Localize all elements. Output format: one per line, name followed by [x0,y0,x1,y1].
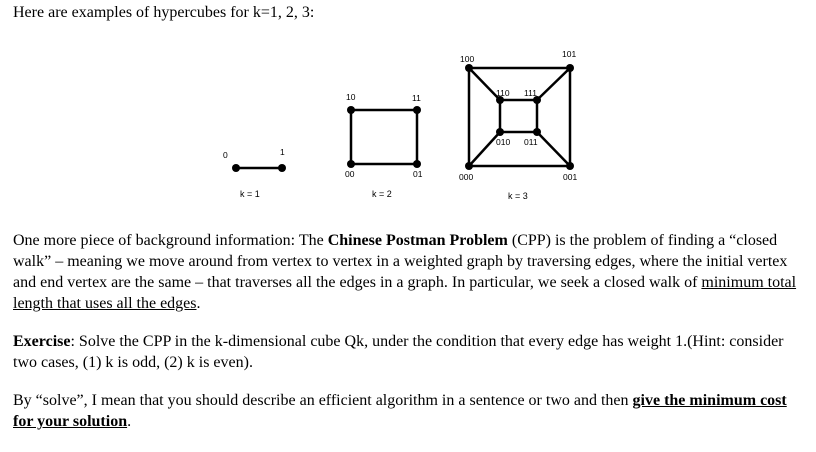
k2-label-00: 00 [345,169,355,179]
k2-square [351,110,417,164]
p1-text-1: One more piece of background information: The [13,232,328,249]
k3-label-000: 000 [459,172,474,182]
k3-edge-101-111 [537,68,570,100]
k1-label-0: 0 [223,150,228,160]
k1-label-1: 1 [280,147,285,157]
p1-text-3: . [196,295,201,312]
p2-text-1: : Solve the CPP in the k-dimensional cube Qk, under the condition that every edge has weight 1.(Hint: consider two cases, (1) k is odd, (2) k is even). [13,333,784,371]
k1-vertex-0 [232,164,240,172]
p3-bold-underlined-request: give the minimum cost for your solution [13,392,787,430]
k3-vertex-101 [566,64,574,72]
k3-vertex-011 [533,128,541,136]
exercise-paragraph [13,331,803,373]
p1-chinese-postman-term: Chinese Postman Problem [327,232,508,249]
k3-inner-square [500,100,537,132]
k1-caption: k = 1 [240,189,260,199]
k2-caption: k = 2 [372,189,392,199]
intro-text: Here are examples of hypercubes for k=1, 2, 3: [13,4,315,21]
k3-label-001: 001 [563,172,578,182]
k3-label-010: 010 [496,137,511,147]
k2-vertex-11 [413,106,421,114]
solve-instruction-paragraph [13,390,803,432]
k2-vertex-00 [347,160,355,168]
k3-label-110: 110 [496,88,510,98]
k2-label-01: 01 [413,169,423,179]
k2-label-10: 10 [346,92,356,102]
k3-vertex-001 [566,162,574,170]
k3-vertex-000 [465,162,473,170]
p2-exercise-label: Exercise [13,333,71,350]
cpp-background-paragraph [13,230,803,314]
k3-caption: k = 3 [508,191,528,201]
hypercube-k2 [345,92,423,199]
k2-label-11: 11 [412,93,421,103]
k1-vertex-1 [278,164,286,172]
k3-vertex-100 [465,64,473,72]
p1-underlined-goal: minimum total length that uses all the edges [13,274,797,312]
k3-label-101: 101 [562,49,577,59]
hypercube-k3 [459,49,577,201]
k2-vertex-01 [413,160,421,168]
p3-text-1: By “solve”, I mean that you should describe an efficient algorithm in a sentence or two and then [13,392,633,409]
p1-text-2: (CPP) is the problem of finding a “closed walk” – meaning we move around from vertex to vertex in a weighted graph by traversing edges, where the initial vertex and end vertex are the same – that traverses all the edges in a graph. In particular, we seek a closed walk of [13,232,788,291]
k3-label-100: 100 [460,54,475,64]
k3-label-111: 111 [524,88,537,98]
k3-vertex-010 [496,128,504,136]
k2-vertex-10 [347,106,355,114]
k3-label-011: 011 [524,137,538,147]
k3-edge-001-011 [537,132,570,166]
hypercube-k1 [223,147,286,199]
p3-text-2: . [127,413,132,430]
